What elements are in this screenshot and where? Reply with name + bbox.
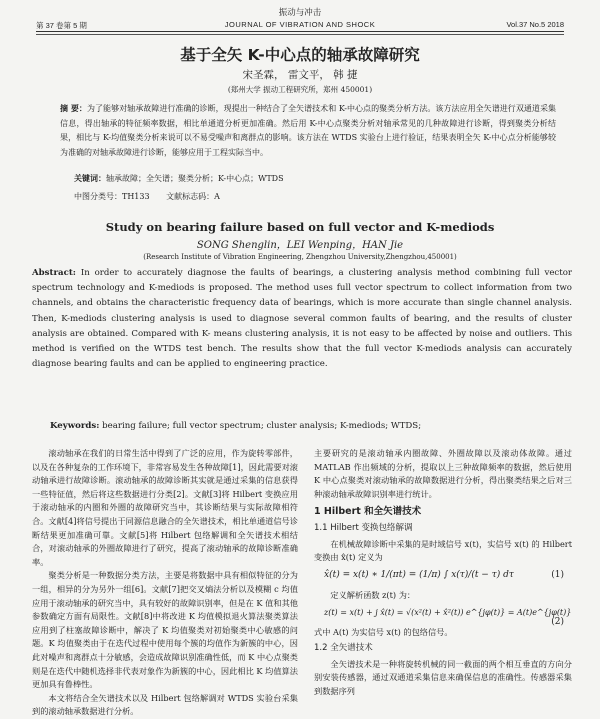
equation-1-body: x̂(t) = x(t) ∗ 1/(πt) = (1/π) ∫ x(τ)/(t − τ) dτ: [324, 569, 514, 580]
envelope-note: 式中 A(t) 为实信号 x(t) 的包络信号。: [314, 627, 453, 638]
section-heading-1-2: 1.2 全矢谱技术: [314, 642, 373, 653]
keywords-en-label: Keywords:: [50, 421, 100, 431]
intro-paragraph-cont: 主要研究的是滚动轴承内圈故障、外圈故障以及滚动体故障。通过 MATLAB 作出频域的分析，提取以上三种故障频率的数据，然后使用 K 中心点聚类对滚动轴承的故障数据进行分析，得出聚类结果之后对三种滚动轴承故障识别率进行统计。: [314, 448, 572, 499]
body-left-column: [32, 447, 298, 719]
header-journal-en: JOURNAL OF VIBRATION AND SHOCK: [224, 20, 376, 29]
equation-1: [314, 565, 572, 589]
section-1-1-paragraph: 在机械故障诊断中采集的是时域信号 x(t)，实信号 x(t) 的 Hilbert 变换由 x̂(t) 定义为: [314, 538, 572, 563]
header-rule-thin: [36, 34, 564, 35]
intro-paragraph-1: 滚动轴承在我们的日常生活中得到了广泛的应用，作为旋转零部件，以及在各种复杂的工作环境下，非常容易发生各种故障[1]，因此需要对滚动轴承进行故障诊断。滚动轴承的故障诊断其实就是通过采集的信息获得一些特征值，然后将这些数据进行分类[2]。文献[3]将 Hilbert 变换应用于滚动轴承的内圈和外圈的故障研究当中，其诊断结果与实际故障相符合。文献[4]将信号提出于同源信息融合的全矢谱技术，相比单通道信号诊断结果更加准确可靠。文献[5]将 Hilbert 包络解调和全矢谱技术相结合，对滚动轴承的外圈故障进行了研究，提高了滚动轴承的故障诊断准确率。: [32, 448, 298, 567]
document-code: 文献标志码：A: [166, 192, 220, 201]
keywords-cn: [74, 173, 556, 184]
authors-cn: 宋圣霖， 雷文平， 韩 捷: [242, 69, 358, 81]
equation-2: [314, 602, 572, 626]
abstract-cn-text: 为了能够对轴承故障进行准确的诊断，现提出一种结合了全矢谱技术和 K-中心点的聚类分析方法。该方法应用全矢谱进行双通道采集信息，得出轴承的特征频率数据，相比单通道分析更加准确。然后用 K-中心点聚类分析对轴承常见的几种故障进行诊断，得到聚类分析结果，相比与 K-均值聚类分析来说可以不易受噪声和离群点的影响。该方法在 WTDS 实验台上进行验证，结果表明全矢 K-中心点分析能够较为准确的对轴承故障进行诊断，能够应用于工程实际当中。: [60, 104, 556, 157]
keywords-cn-text: 轴承故障；全矢谱；聚类分析；K-中心点；WTDS: [106, 174, 284, 183]
classification-row: [74, 191, 234, 202]
section-1-2-paragraph: 全矢谱技术是一种将旋转机械的同一截面的两个相互垂直的方向分别安装传感器，通过双通道采集信息来确保信息的准确性。传感器采集到数据序列: [314, 658, 572, 696]
paper-title-en: Study on bearing failure based on full vector and K-mediods: [105, 220, 495, 234]
abstract-en: [32, 266, 572, 372]
paper-title-cn: 基于全矢 K-中心点的轴承故障研究: [180, 46, 420, 64]
header-rule: [36, 31, 564, 32]
authors-en: SONG Shenglin，LEI Wenping，HAN Jie: [196, 240, 404, 251]
clc-number: 中图分类号：TH133: [74, 192, 150, 201]
section-heading-1-1: 1.1 Hilbert 变换包络解调: [314, 522, 413, 533]
affiliation-cn: (郑州大学 振动工程研究所，郑州 450001): [227, 85, 373, 94]
keywords-en-text: bearing failure; full vector spectrum; cluster analysis; K-mediods; WTDS;: [99, 421, 422, 431]
section-heading-1: 1 Hilbert 和全矢谱技术: [314, 506, 422, 518]
abstract-cn: [60, 101, 556, 160]
header-volume-en: Vol.37 No.5 2018: [506, 20, 564, 29]
keywords-cn-label: 关键词：: [74, 173, 106, 183]
affiliation-en: (Research Institute of Vibration Engineering, Zhengzhou University,Zhengzhou,450001): [143, 253, 457, 261]
keywords-en: [50, 421, 570, 431]
intro-paragraph-2: 聚类分析是一种数据分类方法，主要是将数据中具有相似特征的分为一组，相异的分为另外一组[6]。文献[7]把交叉熵法分析以及模糊 c 均值应用于滚动轴承的研究当中，具有较好的故障识别率，但是在 K 值和其他参数确定方面有局限性。文献[8]中将改进 K 均值模拟退火算法聚类算法应用到了柱塞故障诊断中，解决了 K 均值聚类对初始聚类中心敏感的问题。K 均值聚类由于在迭代过程中使用每个簇的均值作为新簇的中心，因此对噪声和离群点十分敏感，会造成故障识别准确性低，而 K 中心点聚类则是在迭代中随机选择非代表对象作为新簇的中心，因此相比 K 均值算法更加具有鲁棒性。: [32, 570, 298, 690]
body-right-column: [314, 447, 572, 698]
equation-2-body: z(t) = x(t) + j x̂(t) = √(x²(t) + x̂²(t)) e^{jφ(t)} = A(t)e^{jφ(t)}: [324, 608, 572, 618]
equation-2-number: (2): [551, 617, 564, 628]
analytic-function-intro: 定义解析函数 z(t) 为：: [330, 589, 416, 600]
abstract-en-text: In order to accurately diagnose the faults of bearings, a clustering analysis method combining full vector spectrum technology and K-mediods is proposed. The method uses full vector spectrum to collect information from two channels, and obtains the characteristic frequency data of bearings, which is more accurate than single channel analysis. Then, K-mediods clustering analysis is used to diagnose several common faults of bearing, and the results of cluster analysis are obtained. Compared with K- means clustering analysis, it is not easy to be affected by noise and outliers. This method is verified on the WTDS test bench. The results show that the full vector K-mediods analysis can accurately diagnose bearing faults and can be applied to engineering practice.: [32, 268, 572, 370]
header-volume-cn: 第 37 卷第 5 期: [36, 21, 87, 30]
abstract-en-label: Abstract:: [32, 268, 76, 278]
abstract-cn-label: 摘 要：: [60, 103, 87, 113]
intro-paragraph-3: 本文将结合全矢谱技术以及 Hilbert 包络解调对 WTDS 实验台采集到的滚动轴承数据进行分析。: [32, 692, 298, 717]
running-header-journal-cn: 振动与冲击: [278, 8, 322, 18]
equation-1-number: (1): [551, 569, 564, 580]
